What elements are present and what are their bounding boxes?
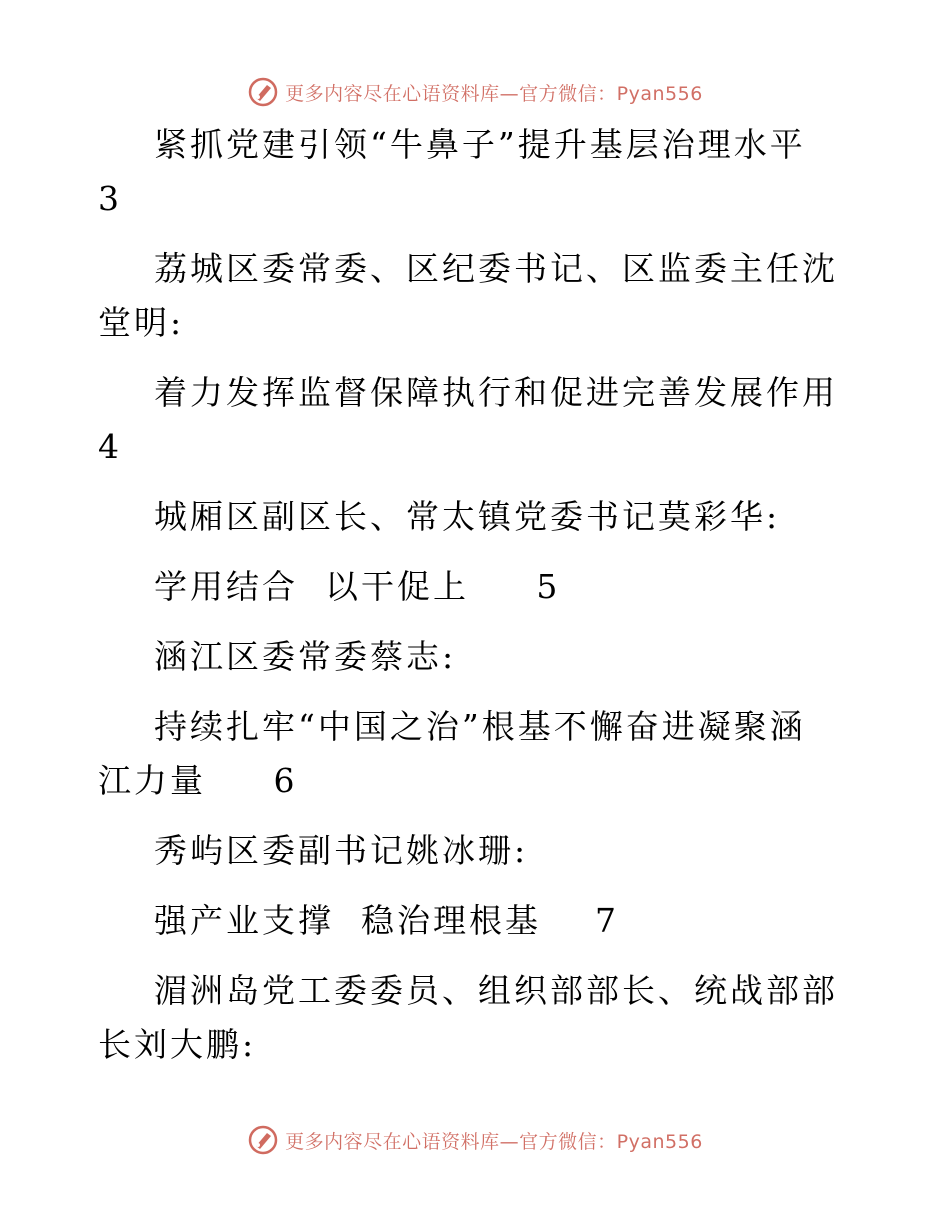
author-line: 秀屿区委副书记姚冰珊: (154, 831, 529, 870)
author-line: 湄洲岛党工委委员、组织部部长、统战部部长刘大鹏: (98, 971, 838, 1064)
author-line: 荔城区委常委、区纪委书记、区监委主任沈堂明: (98, 249, 838, 342)
pen-logo-icon (247, 1124, 279, 1156)
watermark-header (0, 72, 950, 112)
toc-entry: 紧抓党建引领“牛鼻子”提升基层治理水平 3 (98, 125, 833, 218)
toc-entry: 学用结合 以干促上 5 (154, 567, 561, 606)
watermark-text: 更多内容尽在心语资料库—官方微信：Pyan556 (285, 82, 703, 105)
watermark-text: 更多内容尽在心语资料库—官方微信：Pyan556 (285, 1130, 703, 1153)
document-body (98, 118, 865, 1088)
toc-entry: 持续扎牢“中国之治”根基不懈奋进凝聚涵江力量 6 (98, 707, 806, 800)
author-line: 涵江区委常委蔡志: (154, 637, 457, 676)
toc-entry: 强产业支撑 稳治理根基 7 (154, 901, 619, 940)
pen-logo-icon (247, 76, 279, 108)
author-line: 城厢区副区长、常太镇党委书记莫彩华: (154, 497, 781, 536)
watermark-footer (0, 1120, 950, 1160)
toc-entry: 着力发挥监督保障执行和促进完善发展作用 4 (98, 373, 865, 466)
